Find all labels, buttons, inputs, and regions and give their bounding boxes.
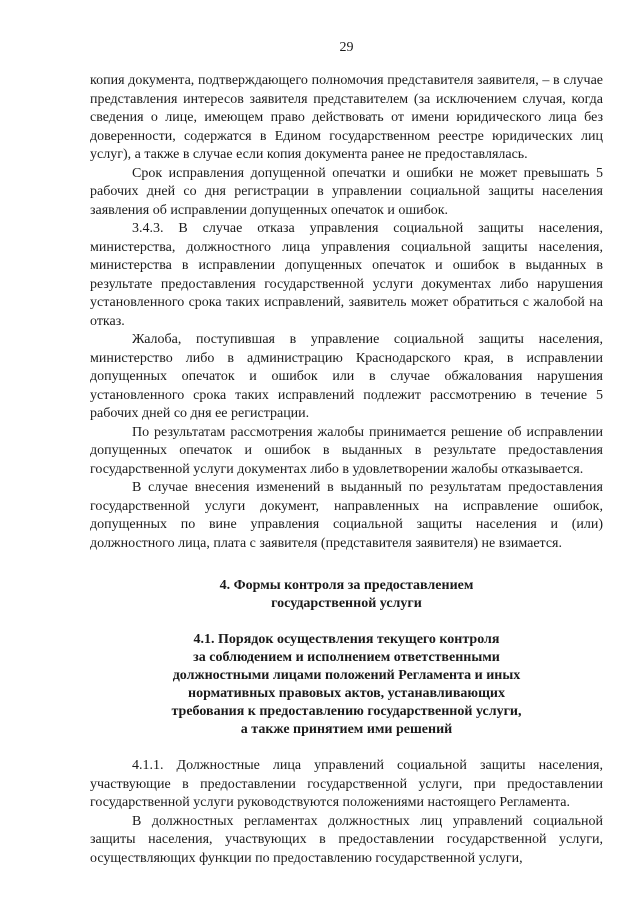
section-heading-line: государственной услуги bbox=[271, 596, 422, 611]
paragraph-job-regulations: В должностных регламентах должностных лиц управлений социальной защиты населения, участвующих в предоставлении государственной услуги, осуществляющих функции по предоставлению государственной услуги, bbox=[90, 813, 603, 866]
page-number: 29 bbox=[339, 40, 354, 55]
paragraph-complaint-result: По результатам рассмотрения жалобы принимается решение об исправлении допущенных опечаток и ошибок в выданных в результате предоставления государственной услуги документах либо в удовлетворении жалобы отказывается. bbox=[90, 424, 603, 477]
subsection-heading-line: должностными лицами положений Регламента и иных bbox=[172, 668, 521, 683]
paragraph-representative-copy: копия документа, подтверждающего полномочия представителя заявителя, – в случае представления интересов заявителя представителем (за исключением случая, когда сведения о лице, имеющем право действовать от имени юридического лица без доверенности, содержатся в Едином государственном реестре юридических лиц услуг), а также в случае если копия документа ранее не предоставлялась. bbox=[90, 73, 603, 162]
paragraph-3-4-3: 3.4.3. В случае отказа управления социальной защиты населения, министерства, должностного лица управления социальной защиты населения, министерства в исправлении допущенных опечаток и ошибок в выданных в результате предоставления государственной услуги документах либо нарушения установленного срока таких исправлений, заявитель может обратиться с жалобой на отказ. bbox=[90, 221, 603, 329]
subsection-heading-line: 4.1. Порядок осуществления текущего контроля bbox=[193, 632, 500, 647]
subsection-heading-line: за соблюдением и исполнением ответственными bbox=[193, 650, 500, 665]
subsection-heading-line: а также принятием ими решений bbox=[240, 722, 453, 737]
paragraph-correction-deadline: Срок исправления допущенной опечатки и ошибки не может превышать 5 рабочих дней со дня регистрации в управлении социальной защиты населения заявления об исправлении допущенных опечаток и ошибок. bbox=[90, 165, 603, 218]
section-heading bbox=[90, 577, 603, 613]
paragraph-complaint: Жалоба, поступившая в управление социальной защиты населения, министерство либо в администрацию Краснодарского края, в исправлении допущенных опечаток и ошибок или в случае обжалования нарушения установленного срока таких исправлений подлежит рассмотрению в течение 5 рабочих дней со дня ее регистрации. bbox=[90, 332, 603, 421]
paragraph-4-1-1: 4.1.1. Должностные лица управлений социальной защиты населения, участвующие в предоставлении государственной услуги, при предоставлении государственной услуги руководствуются положениями настоящего Регламента. bbox=[90, 758, 603, 810]
paragraph-no-fee: В случае внесения изменений в выданный по результатам предоставления государственной услуги документ, направленных на исправление ошибок, допущенных по вине управления социальной защиты населения и (или) должностного лица, плата с заявителя (представителя заявителя) не взимается. bbox=[90, 480, 603, 551]
section-heading-line: 4. Формы контроля за предоставлением bbox=[219, 578, 474, 593]
subsection-heading bbox=[90, 631, 603, 739]
subsection-heading-line: требования к предоставлению государственной услуги, bbox=[171, 704, 522, 719]
subsection-heading-line: нормативных правовых актов, устанавливающих bbox=[188, 686, 505, 701]
